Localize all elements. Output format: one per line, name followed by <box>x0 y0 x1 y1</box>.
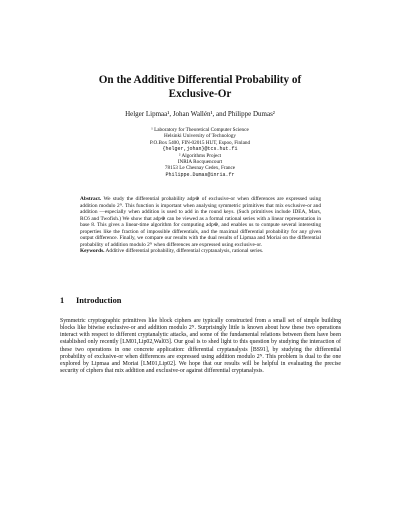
keywords-text: Additive differential probability, differential cryptanalysis, rational series. <box>105 248 264 255</box>
body-paragraph: Symmetric cryptographic primitives like block ciphers are typically constructed from a small set of simple building blocks like bitwise exclusive-or and addition modulo 2ᴺ. Surprisingly little is known about how these two operations interact with respect to different cryptanalytic attacks, and some of the fundamental relations between them have been established only recently [LM01,Lip02,Wal03]. Our goal is to shed light to this question by studying the interaction of these two operations in one concrete application: differential cryptanalysis [BS91], by studying the differential probability of exclusive-or when differences are expressed using addition modulo 2ᴺ. This problem is dual to the one explored by Lipmaa and Moriai [LM01,Lip02]. We hope that our results will be helpful in evaluating the precise security of ciphers that mix addition and exclusive-or against differential cryptanalysis. <box>60 318 341 375</box>
affiliation-line: INRIA Rocquencourt <box>177 159 223 166</box>
introduction-body <box>60 318 341 375</box>
paper-title <box>60 73 340 101</box>
affiliation-line: P.O.Box 5400, FIN-02015 HUT, Espoo, Finland <box>149 139 251 146</box>
title-line: Exclusive-Or <box>168 88 232 100</box>
affiliation-email: {helger,johan}@tcs.hut.fi <box>162 146 238 153</box>
author-list: Helger Lipmaa¹, Johan Wallén¹, and Philippe Dumas² <box>125 110 275 118</box>
keywords-label: Keywords. <box>80 248 105 255</box>
affiliation-line: Helsinki University of Technology <box>163 133 236 140</box>
abstract <box>80 196 321 255</box>
affiliation-line: 78153 Le Chesnay Cedex, France <box>164 165 236 172</box>
affiliation-email: Philippe.Dumas@inria.fr <box>165 171 235 178</box>
affiliation-line: ¹ Laboratory for Theoretical Computer Science <box>151 127 249 133</box>
section-heading <box>60 296 121 306</box>
abstract-text: We study the differential probability adp⊕ of exclusive-or when differences are expressed using addition modulo 2ᴺ. This function is important when analysing symmetric primitives that mix exclusive-or and addition —especially when addition is used to add in the round keys. (Such primitives include IDEA, Mars, RC6 and Twofish.) We show that adp⊕ can be viewed as a formal rational series with a linear representation in base 8. This gives a linear-time algorithm for computing adp⊕, and enables us to compute several interesting properties like the fraction of impossible differentials, and the maximal differential probability for any given output difference. Finally, we compare our results with the dual results of Lipmaa and Moriai on the differential probability of addition modulo 2ᴺ when differences are expressed using exclusive-or. <box>80 196 321 248</box>
section-title: Introduction <box>76 296 122 305</box>
abstract-paragraph <box>80 196 321 248</box>
keywords-paragraph <box>80 248 321 255</box>
affiliations <box>90 127 310 178</box>
abstract-label: Abstract. <box>80 196 102 202</box>
title-line: On the Additive Differential Probability of <box>98 74 302 86</box>
affiliation-line: ² Algorithms Project <box>178 152 222 159</box>
section-number: 1 <box>60 296 65 305</box>
